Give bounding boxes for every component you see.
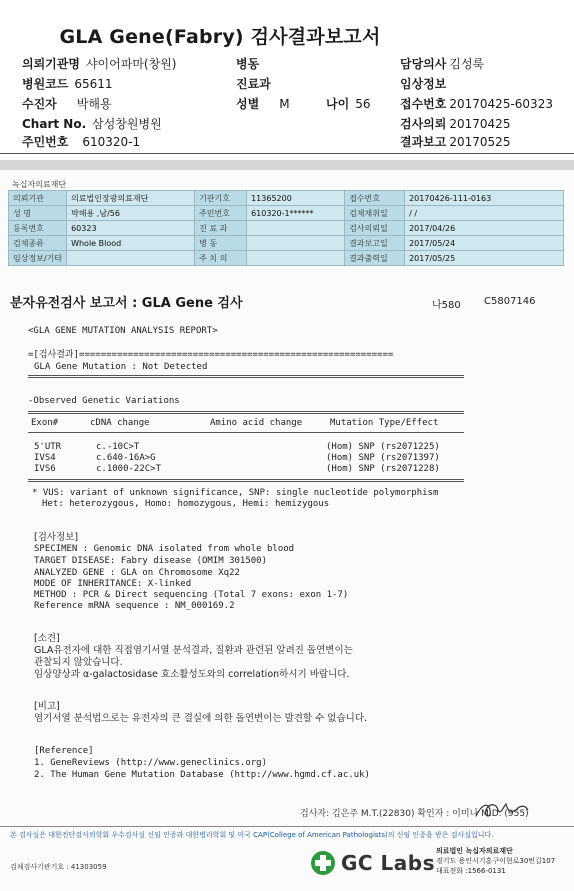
- variant-effect: (Hom) SNP (rs2071397): [326, 453, 440, 463]
- result-section-head: =[검사결과]==========================================================: [28, 350, 394, 360]
- header-clinical-info: 임상정보: [400, 77, 447, 91]
- handwritten-signature: [474, 798, 530, 820]
- certification-note: 본 검사실은 대한진단검사의학회 우수검사실 신임 인증과 대한병리학회 및 미국 CAP(College of American Pathologists)의 신임 인증을 받은 검사실입니다.: [10, 831, 494, 839]
- variant-cdna: c.-10C>T: [96, 442, 140, 452]
- header-report-date: 결과보고 20170525: [400, 135, 511, 149]
- finding-line: 임상양상과 α-galactosidase 효소활성도와의 correlation하시기 바랍니다.: [34, 669, 350, 680]
- header-chart-no: Chart No. 삼성창원병원: [22, 117, 162, 131]
- info-line: ANALYZED GENE : GLA on Chromosome Xq22: [34, 568, 240, 578]
- table-row: 의뢰기관 의료법인장광의료재단 기관기호 11365200 접수번호 20170426-111-0163: [9, 191, 564, 206]
- org-phone: 대표전화 :1566-0131: [436, 867, 506, 875]
- observed-variations-head: -Observed Genetic Variations: [28, 396, 180, 406]
- report-ref-b: C5807146: [484, 296, 536, 307]
- header-patient: 수진자 박해용: [22, 97, 112, 111]
- table-row: 성 명 박해용 ,남/56 주민번호 610320-1****** 검체채취일 / /: [9, 206, 564, 221]
- info-line: METHOD : PCR & Direct sequencing (Total 7 exons: exon 1-7): [34, 590, 349, 600]
- footer-divider: [0, 826, 574, 827]
- header-doctor: 담당의사 김성룩: [400, 57, 485, 71]
- info-section-head: [검사정보]: [34, 532, 79, 543]
- report-title: 분자유전검사 보고서 : GLA Gene 검사: [10, 296, 243, 311]
- variant-exon: 5'UTR: [34, 442, 62, 452]
- org-name: 의료법인 녹십자의료재단: [436, 847, 513, 855]
- result-divider: [28, 375, 464, 378]
- table-row: 검체종류 Whole Blood 병 동 결과보고일 2017/05/24: [9, 236, 564, 251]
- signatories: 검사자: 김은주 M.T.(22830) 확인자 : 이미나 M.D. (955): [300, 809, 529, 819]
- result-line: GLA Gene Mutation : Not Detected: [34, 362, 208, 372]
- remark-line: 염기서열 분석법으로는 유전자의 큰 결실에 의한 돌연변이는 발견할 수 없습니다.: [34, 713, 368, 724]
- col-cdna: cDNA change: [90, 418, 150, 428]
- org-address: 경기도 용인시기흥구이현로30번길107: [436, 857, 556, 865]
- scan-org-tag: 녹십자의료재단: [12, 180, 67, 189]
- patient-info-table: [8, 190, 564, 266]
- header-accession-no: 접수번호 20170425-60323: [400, 97, 553, 111]
- info-line: MODE OF INHERITANCE: X-linked: [34, 579, 192, 589]
- info-line: Reference mRNA sequence : NM_000169.2: [34, 601, 235, 611]
- header-shade-bar: [0, 160, 574, 170]
- col-exon: Exon#: [31, 418, 59, 428]
- variant-cdna: c.640-16A>G: [96, 453, 156, 463]
- gc-labs-logo: [310, 848, 435, 878]
- header-id-number: 주민번호 610320-1: [22, 135, 141, 149]
- col-amino-acid: Amino acid change: [210, 418, 303, 428]
- variant-effect: (Hom) SNP (rs2071228): [326, 464, 440, 474]
- header-divider: [0, 153, 574, 154]
- reference-line: 1. GeneReviews (http://www.geneclinics.org): [34, 758, 267, 768]
- header-age: 나이 56: [326, 97, 371, 111]
- footnote-zygosity: Het: heterozygous, Homo: homozygous, Hemi: hemizygous: [42, 499, 330, 509]
- variant-exon: IVS6: [34, 464, 56, 474]
- info-line: TARGET DISEASE: Fabry disease (OMIM 301500): [34, 556, 267, 566]
- gc-cross-icon: [310, 850, 336, 876]
- variant-effect: (Hom) SNP (rs2071225): [326, 442, 440, 452]
- variant-table-header-line: [28, 432, 464, 433]
- header-hospital-code: 병원코드 65611: [22, 77, 113, 91]
- scanned-report: [0, 172, 574, 891]
- finding-line: GLA유전자에 대한 직접염기서열 분석결과, 질환과 관련된 알려진 돌연변이는: [34, 645, 353, 656]
- analysis-report-header: <GLA GENE MUTATION ANALYSIS REPORT>: [28, 326, 218, 336]
- variant-table-top: [28, 411, 464, 414]
- header-sex: 성별 M: [236, 97, 290, 111]
- table-row: 등록번호 60323 진 료 과 검사의뢰일 2017/04/26: [9, 221, 564, 236]
- reference-section-head: [Reference]: [34, 746, 94, 756]
- remark-section-head: [비고]: [34, 701, 60, 712]
- header-ordering-institution: 의뢰기관명 샤이어파마(창원): [22, 57, 177, 71]
- header-ward: 병동: [236, 57, 260, 71]
- header-request-date: 검사의뢰 20170425: [400, 117, 511, 131]
- institution-code: 검체검사기관기호 : 41303059: [10, 863, 107, 871]
- page-title: GLA Gene(Fabry) 검사결과보고서: [59, 26, 381, 48]
- variant-exon: IVS4: [34, 453, 56, 463]
- finding-line: 관찰되지 않았습니다.: [34, 657, 123, 668]
- logo-text: GC Labs: [341, 851, 436, 875]
- footer-organization: [436, 846, 555, 876]
- finding-section-head: [소견]: [34, 633, 60, 644]
- footnote-vus: * VUS: variant of unknown significance, SNP: single nucleotide polymorphism: [32, 488, 439, 498]
- col-mutation-type: Mutation Type/Effect: [330, 418, 439, 428]
- reference-line: 2. The Human Gene Mutation Database (http://www.hgmd.cf.ac.uk): [34, 770, 370, 780]
- variant-table-bottom: [28, 479, 464, 482]
- info-line: SPECIMEN : Genomic DNA isolated from whole blood: [34, 544, 295, 554]
- variant-cdna: c.1000-22C>T: [96, 464, 162, 474]
- table-row: 임상정보/기타 주 치 의 결과출력일 2017/05/25: [9, 251, 564, 266]
- report-ref-a: 나580: [432, 300, 461, 311]
- header-department: 진료과: [236, 77, 271, 91]
